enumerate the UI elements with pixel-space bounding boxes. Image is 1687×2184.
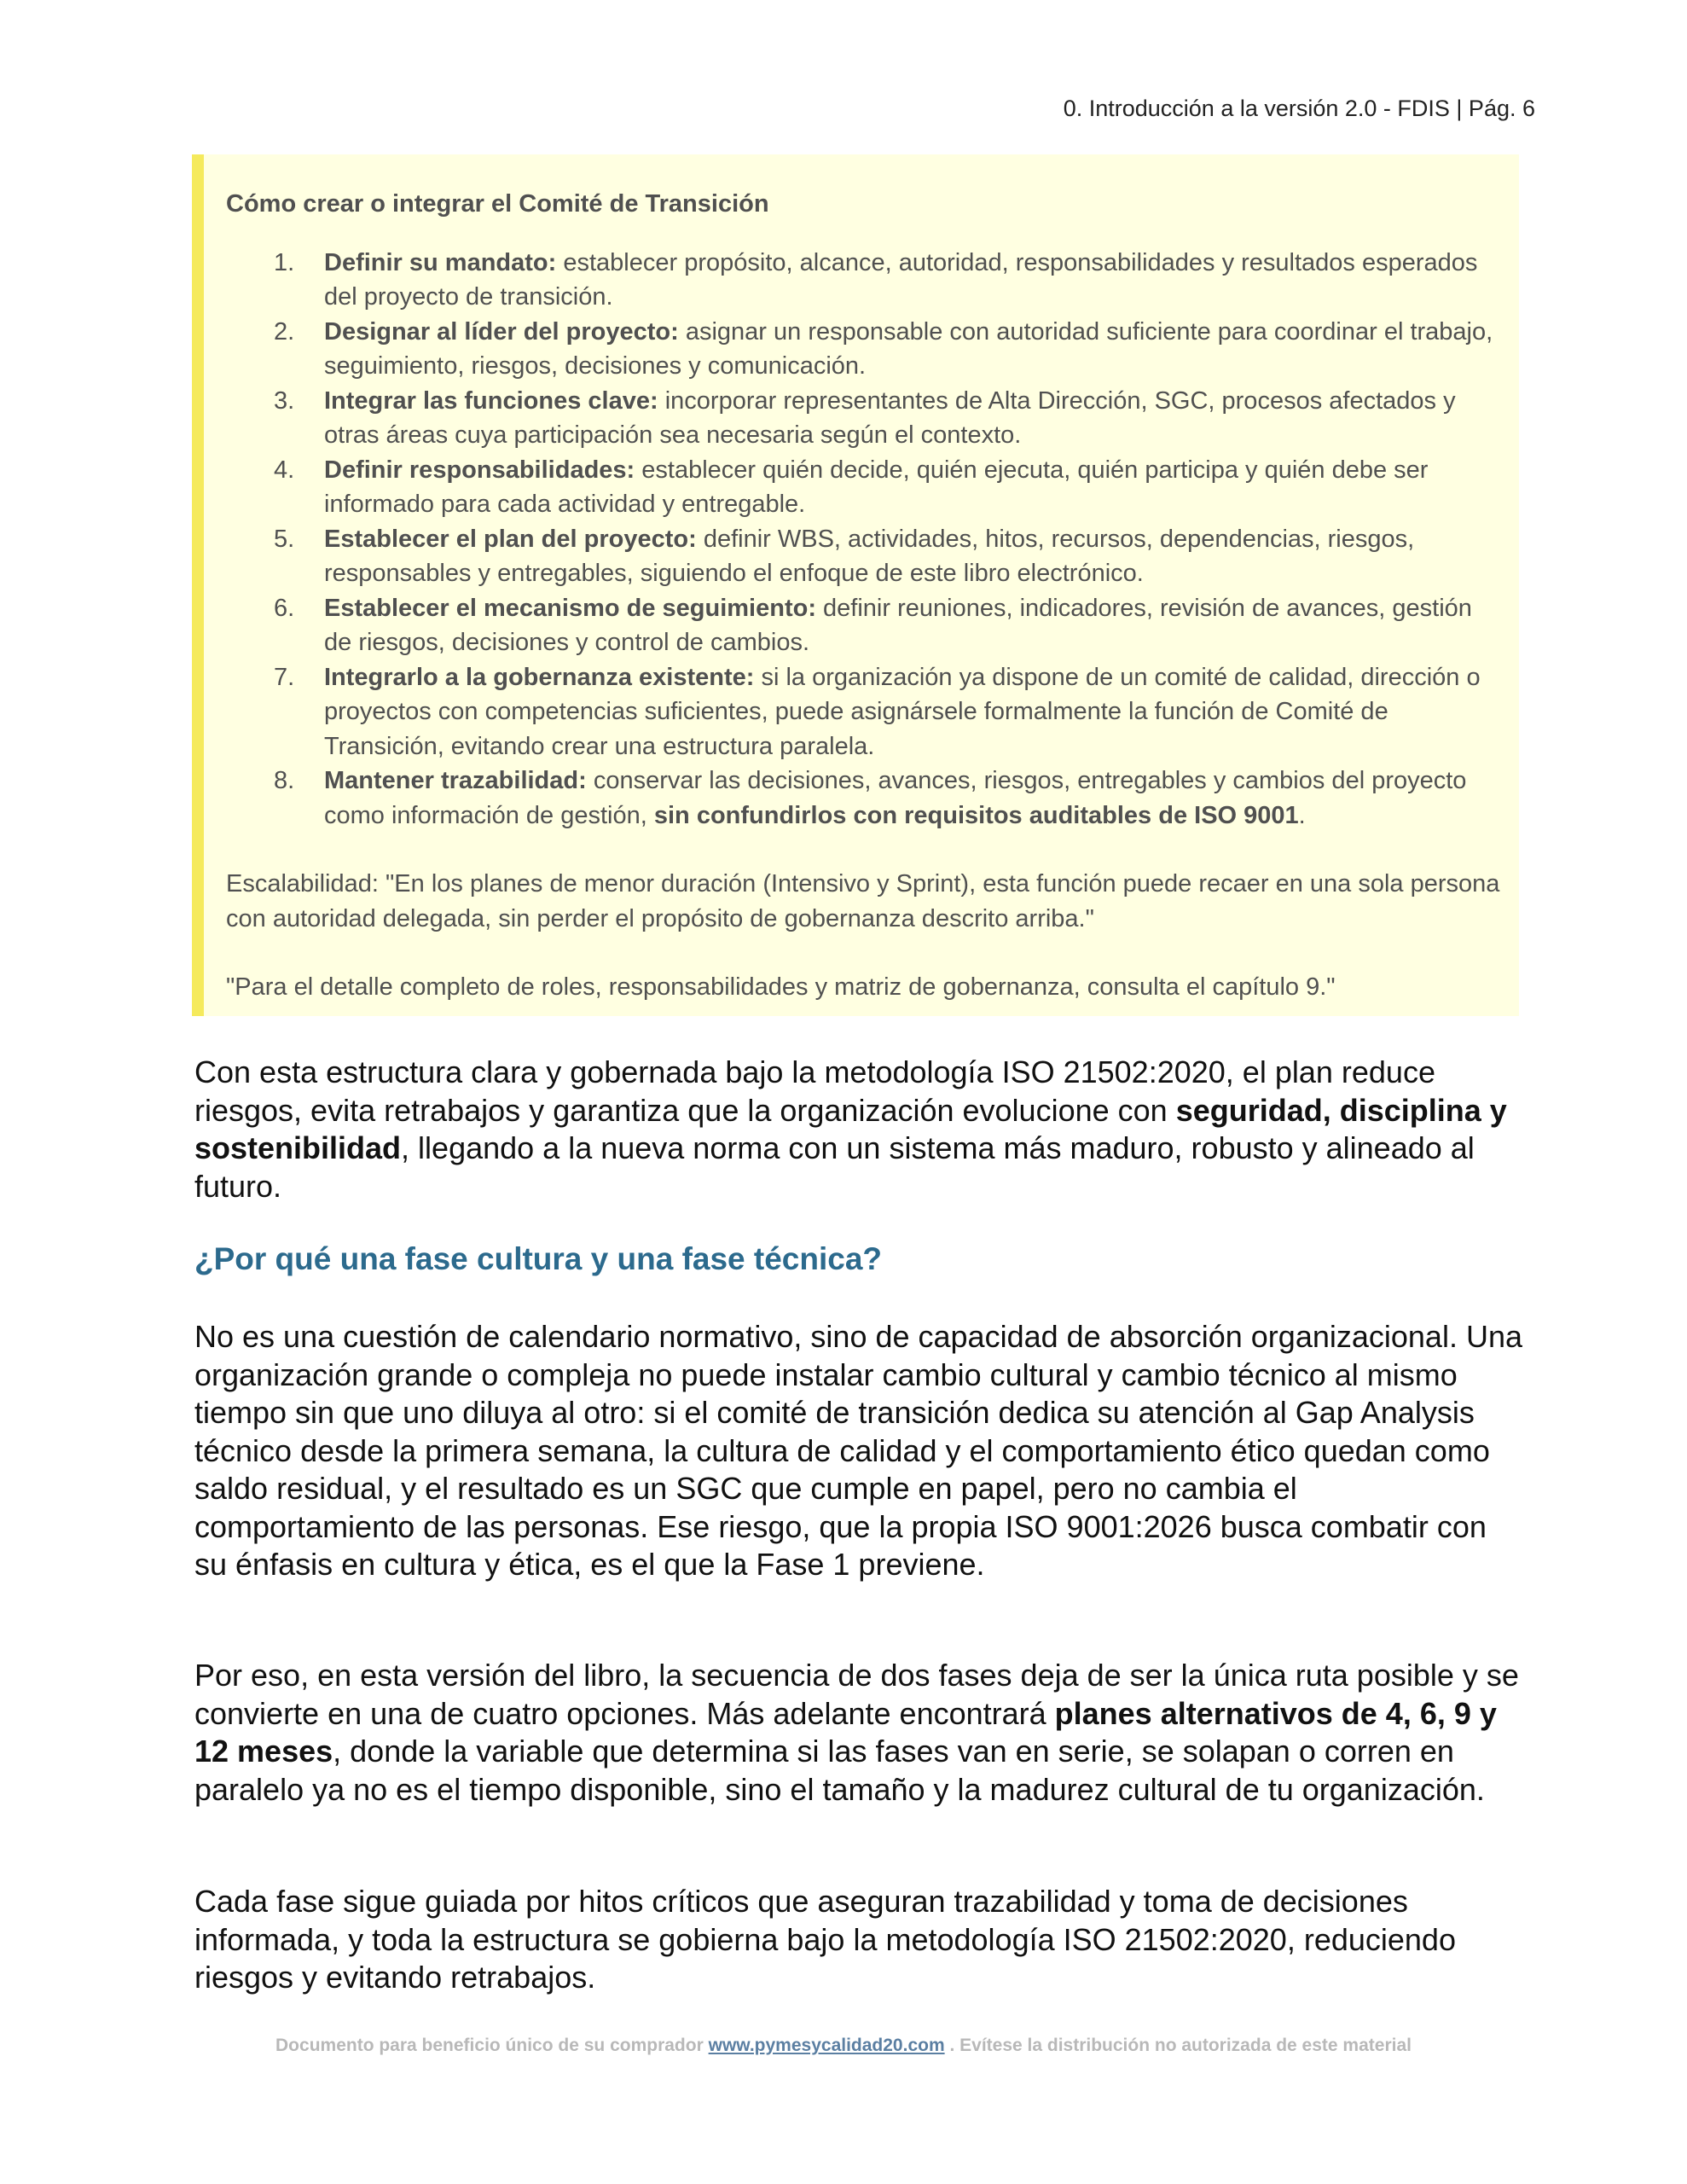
list-item <box>226 384 1504 453</box>
item-bold: Integrar las funciones clave: <box>324 386 658 415</box>
page-footer <box>0 2036 1687 2056</box>
item-number: 5. <box>274 525 295 553</box>
item-text: conservar las decisiones, avances, riesgos, entregables y cambios del proyecto como información de gestión, <box>324 767 1467 829</box>
item-text: establecer propósito, alcance, autoridad, responsabilidades y resultados esperados del proyecto de transición. <box>324 248 1478 311</box>
item-number: 1. <box>274 248 295 276</box>
item-bold: Definir su mandato: <box>324 248 557 276</box>
list-item <box>226 591 1504 660</box>
para-text: Por eso, en esta versión del libro, la secuencia de dos fases deja de ser la única ruta posible y se convierte en una de cuatro opciones. Más adelante encontrará <box>194 1658 1519 1731</box>
item-text: si la organización ya dispone de un comité de calidad, dirección o proyectos con competencias suficientes, puede asignársele formalmente la función de Comité de Transición, evitando crear una estructura paralela. <box>324 663 1481 760</box>
item-bold: Definir responsabilidades: <box>324 456 635 484</box>
item-bold: Designar al líder del proyecto: <box>324 317 679 346</box>
footer-text: . Evítese la distribución no autorizada de este material <box>944 2036 1412 2055</box>
item-text: establecer quién decide, quién ejecuta, quién participa y quién debe ser informado para cada actividad y entregable. <box>324 456 1429 518</box>
para-text: Con esta estructura clara y gobernada bajo la metodología ISO 21502:2020, el plan reduce riesgos, evita retrabajos y garantiza que la organización evolucione con <box>194 1054 1435 1128</box>
item-bold: Mantener trazabilidad: <box>324 767 587 794</box>
footer-text: Documento para beneficio único de su comprador <box>275 2036 709 2055</box>
footer-link[interactable]: www.pymesycalidad20.com <box>708 2036 945 2055</box>
scalability-note: Escalabilidad: "En los planes de menor duración (Intensivo y Sprint), esta función puede recaer en una sola persona con autoridad delegada, sin perder el propósito de gobernanza descrito arriba." <box>226 870 1500 932</box>
list-item <box>226 660 1504 764</box>
item-number: 4. <box>274 456 295 484</box>
list-item <box>226 246 1504 315</box>
paragraph-alternative-plans <box>194 1657 1525 1809</box>
list-item <box>226 522 1504 591</box>
item-text: definir reuniones, indicadores, revisión de avances, gestión de riesgos, decisiones y control de cambios. <box>324 594 1472 656</box>
paragraph-culture-technical: No es una cuestión de calendario normativo, sino de capacidad de absorción organizacional. Una organización grande o compleja no puede instalar cambio cultural y cambio técnico al mismo tiempo sin que uno diluya al otro: si el comité de transición dedica su atención al Gap Analysis técnico desde la primera semana, la cultura de calidad y el comportamiento ético quedan como saldo residual, y el resultado es un SGC que cumple en papel, pero no cambia el comportamiento de las personas. Ese riesgo, que la propia ISO 9001:2026 busca combatir con su énfasis en cultura y ética, es el que la Fase 1 previene. <box>194 1319 1522 1582</box>
callout-box <box>192 154 1519 1016</box>
item-text: asignar un responsable con autoridad suficiente para coordinar el trabajo, seguimiento, riesgos, decisiones y comunicación. <box>324 317 1493 380</box>
item-bold-emphasis: sin confundirlos con requisitos auditables de ISO 9001 <box>653 801 1299 829</box>
item-number: 3. <box>274 386 295 415</box>
list-item <box>226 764 1504 833</box>
item-number: 8. <box>274 767 295 794</box>
paragraph-structure-summary <box>194 1054 1525 1205</box>
para-bold: planes alternativos de 4, 6, 9 y 12 meses <box>194 1695 1497 1769</box>
item-bold: Establecer el mecanismo de seguimiento: <box>324 594 816 622</box>
item-text: definir WBS, actividades, hitos, recursos, dependencias, riesgos, responsables y entregables, siguiendo el enfoque de este libro electrónico. <box>324 525 1415 587</box>
item-text-end: . <box>1298 801 1306 829</box>
list-item <box>226 453 1504 522</box>
steps-list <box>226 246 1504 834</box>
callout-title: Cómo crear o integrar el Comité de Transición <box>226 190 769 218</box>
section-heading: ¿Por qué una fase cultura y una fase técnica? <box>194 1241 883 1276</box>
page-header: 0. Introducción a la versión 2.0 - FDIS | Pág. 6 <box>1063 96 1535 121</box>
para-bold: seguridad, disciplina y sostenibilidad <box>194 1092 1507 1165</box>
item-number: 7. <box>274 663 295 691</box>
chapter-reference-note: "Para el detalle completo de roles, responsabilidades y matriz de gobernanza, consulta el capítulo 9." <box>226 973 1336 1001</box>
item-bold: Establecer el plan del proyecto: <box>324 525 697 553</box>
item-bold: Integrarlo a la gobernanza existente: <box>324 663 755 691</box>
item-text: incorporar representantes de Alta Dirección, SGC, procesos afectados y otras áreas cuya participación sea necesaria según el contexto. <box>324 386 1456 449</box>
paragraph-milestones: Cada fase sigue guiada por hitos críticos que aseguran trazabilidad y toma de decisiones informada, y toda la estructura se gobierna bajo la metodología ISO 21502:2020, reduciendo riesgos y evitando retrabajos. <box>194 1884 1456 1995</box>
para-text: , llegando a la nueva norma con un sistema más maduro, robusto y alineado al futuro. <box>194 1130 1475 1204</box>
item-number: 2. <box>274 317 295 346</box>
item-number: 6. <box>274 594 295 622</box>
list-item <box>226 315 1504 384</box>
para-text: , donde la variable que determina si las fases van en serie, se solapan o corren en paralelo ya no es el tiempo disponible, sino el tamaño y la madurez cultural de tu organización. <box>194 1734 1485 1807</box>
